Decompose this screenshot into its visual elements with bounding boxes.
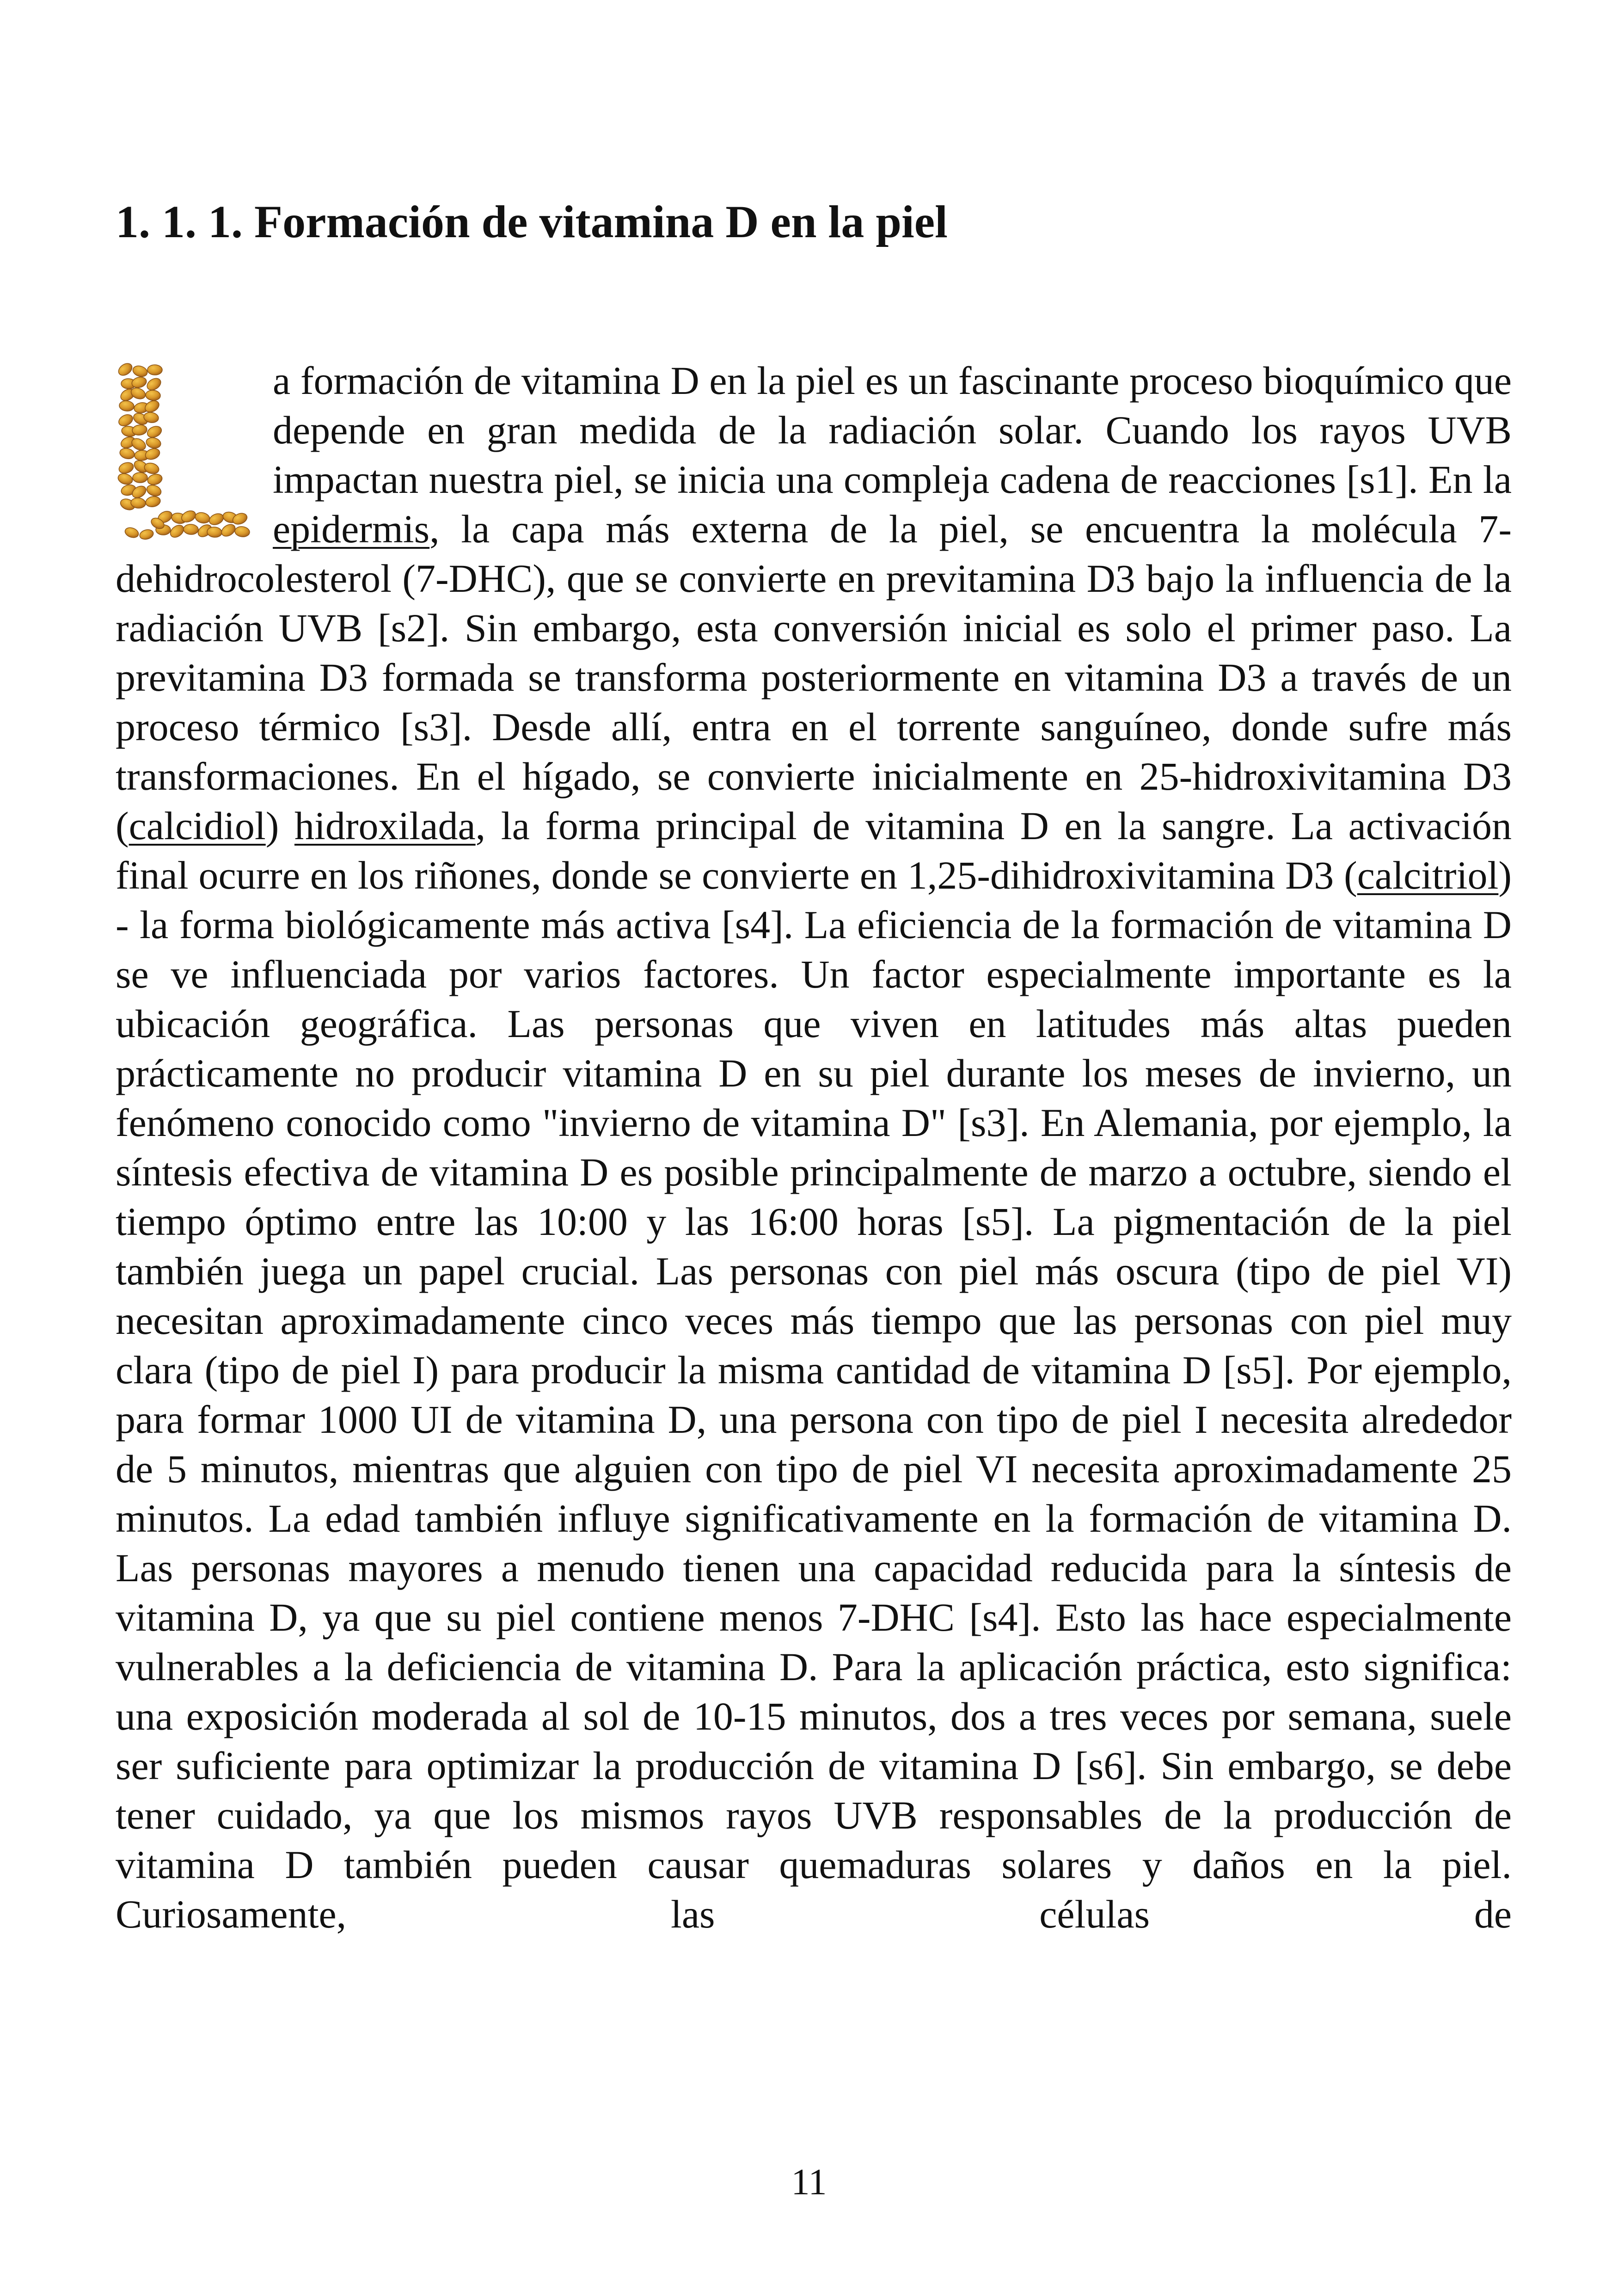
paragraph-text-5: ) - la forma biológicamente más activa [s4]. La eficiencia de la formación de vitamina D se ve influenciada por varios factores. Un factor especialmente importante es la ubicación geográfica. Las personas que viven en latitudes más altas pueden prácticamente no producir vitamina D en su piel durante los meses de invierno, un fenómeno conocido como "invierno de vitamina D" [s3]. En Alemania, por ejemplo, la síntesis efectiva de vitamina D es posible principalmente de marzo a octubre, siendo el tiempo óptimo entre las 10:00 y las 16:00 horas [s5]. La pigmentación de la piel también juega un papel crucial. Las personas con piel más oscura (tipo de piel VI) necesitan aproximadamente cinco veces más tiempo que las personas con piel muy clara (tipo de piel I) para producir la misma cantidad de vitamina D [s5]. Por ejemplo, para formar 1000 UI de vitamina D, una persona con tipo de piel I necesita alrededor de 5 minutos, mientras que alguien con tipo de piel VI necesita aproximadamente 25 minutos. La edad también influye significativamente en la formación de vitamina D. Las personas mayores a menudo tienen una capacidad reducida para la síntesis de vitamina D, ya que su piel contiene menos 7-DHC [s4]. Esto las hace especialmente vulnerables a la deficiencia de vitamina D. Para la aplicación práctica, esto significa: una exposición moderada al sol de 10-15 minutos, dos a tres veces por semana, suele ser suficiente para optimizar la producción de vitamina D [s6]. Sin embargo, se debe tener cuidado, ya que los mismos rayos UVB responsables de la producción de vitamina D también pueden causar quemaduras solares y daños en la piel. Curiosamente, las células de [116,853,1512,1936]
body-paragraph [116,356,1512,1939]
paragraph-text-3: ) [265,804,294,848]
section-heading: 1. 1. 1. Formación de vitamina D en la piel [116,196,948,247]
paragraph-text-4: , la forma principal de vitamina D en la sangre. La activación final ocurre en los riñones, donde se convierte en 1,25-dihidroxivitamina D3 ( [116,804,1512,897]
link-calcidiol[interactable]: calcidiol [129,804,266,848]
link-epidermis[interactable]: epidermis [273,507,430,551]
link-calcitriol[interactable]: calcitriol [1357,853,1499,897]
link-hidroxilada[interactable]: hidroxilada [294,804,476,848]
paragraph-text-1: a formación de vitamina D en la piel es un fascinante proceso bioquímico que depende en gran medida de la radiación solar. Cuando los rayos UVB impactan nuestra piel, se inicia una compleja cadena de reacciones [s1]. En la [273,358,1512,502]
page-number: 11 [791,2162,827,2203]
paragraph-text-2: , la capa más externa de la piel, se encuentra la molécula 7-dehidrocolesterol (7-DHC), que se convierte en previtamina D3 bajo la influencia de la radiación UVB [s2]. Sin embargo, esta conversión inicial es solo el primer paso. La previtamina D3 formada se transforma posteriormente en vitamina D3 a través de un proceso térmico [s3]. Desde allí, entra en el torrente sanguíneo, donde sufre más transformaciones. En el hígado, se convierte inicialmente en 25-hidroxivitamina D3 ( [116,507,1512,848]
seed-letter-l-icon [113,361,261,548]
